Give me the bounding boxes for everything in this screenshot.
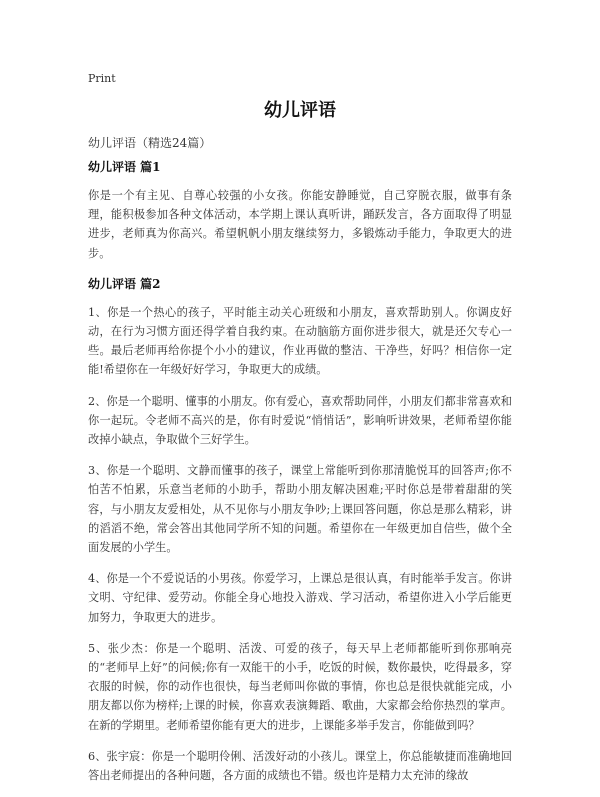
paragraph: 5、张少杰：你是一个聪明、活泼、可爱的孩子，每天早上老师都能听到你那响亮的“老师早上好”的问候;你有一双能干的小手，吃饭的时候，数你最快，吃得最多，穿衣服的时候，你的动作也很快，每当老师叫你做的事情，你也总是很快就能完成，小朋友都以你为榜样;上课的时候，你喜欢表演舞蹈、歌曲，大家都会给你热烈的掌声。在新的学期里。老师希望你能有更大的进步，上课能多举手发言，你能做到吗？ xyxy=(88,641,512,732)
paragraph: 你是一个有主见、自尊心较强的小女孩。你能安静睡觉，自己穿脱衣服，做事有条理，能积极参加各种文体活动，本学期上课认真听讲，踊跃发言，各方面取得了明显进步，老师真为你高兴。希望帆帆小朋友继续努力，多锻炼动手能力，争取更大的进步。 xyxy=(88,189,512,260)
print-link[interactable]: Print xyxy=(88,72,116,85)
section-2 xyxy=(88,275,512,785)
section-1 xyxy=(88,158,512,263)
paragraph: 3、你是一个聪明、文静而懂事的孩子，课堂上常能听到你那清脆悦耳的回答声;你不怕苦不怕累，乐意当老师的小助手，帮助小朋友解决困难;平时你总是带着甜甜的笑容，与小朋友友爱相处，从不见你与小朋友争吵;上课回答问题，你总是那么精彩，讲的滔滔不绝，常会答出其他同学所不知的问题。希望你在一年级更加自信些，做个全面发展的小学生。 xyxy=(88,464,512,555)
paragraph: 6、张宇宸：你是一个聪明伶俐、活泼好动的小孩儿。课堂上，你总能敏捷而准确地回答出老师提出的各种问题，各方面的成绩也不错。级也许是精力太充沛的缘故 xyxy=(88,749,512,783)
section-heading: 幼儿评语 篇2 xyxy=(88,276,161,291)
section-heading: 幼儿评语 篇1 xyxy=(88,160,161,174)
document-title: 幼儿评语 xyxy=(264,100,336,121)
paragraph: 4、你是一个不爱说话的小男孩。你爱学习，上课总是很认真，有时能举手发言。你讲文明、守纪律、爱劳动。你能全身心地投入游戏、学习活动，希望你进入小学后能更加努力，争取更大的进步。 xyxy=(88,572,512,624)
paragraph: 2、你是一个聪明、懂事的小朋友。你有爱心，喜欢帮助同伴，小朋友们都非常喜欢和你一起玩。令老师不高兴的是，你有时爱说“悄悄话”，影响听讲效果，老师希望你能改掉小缺点，争取做个三好学生。 xyxy=(88,394,512,447)
paragraph: 1、你是一个热心的孩子，平时能主动关心班级和小朋友，喜欢帮助别人。你调皮好动，在行为习惯方面还得学着自我约束。在动脑筋方面你进步很大，就是还欠专心一些。最后老师再给你提个小小的建议，作业再做的整洁、干净些，好吗？相信你一定能!希望你在一年级好好学习，争取更大的成绩。 xyxy=(88,305,512,377)
document-subtitle: 幼儿评语（精选24篇） xyxy=(88,136,212,150)
document-content xyxy=(88,158,512,797)
